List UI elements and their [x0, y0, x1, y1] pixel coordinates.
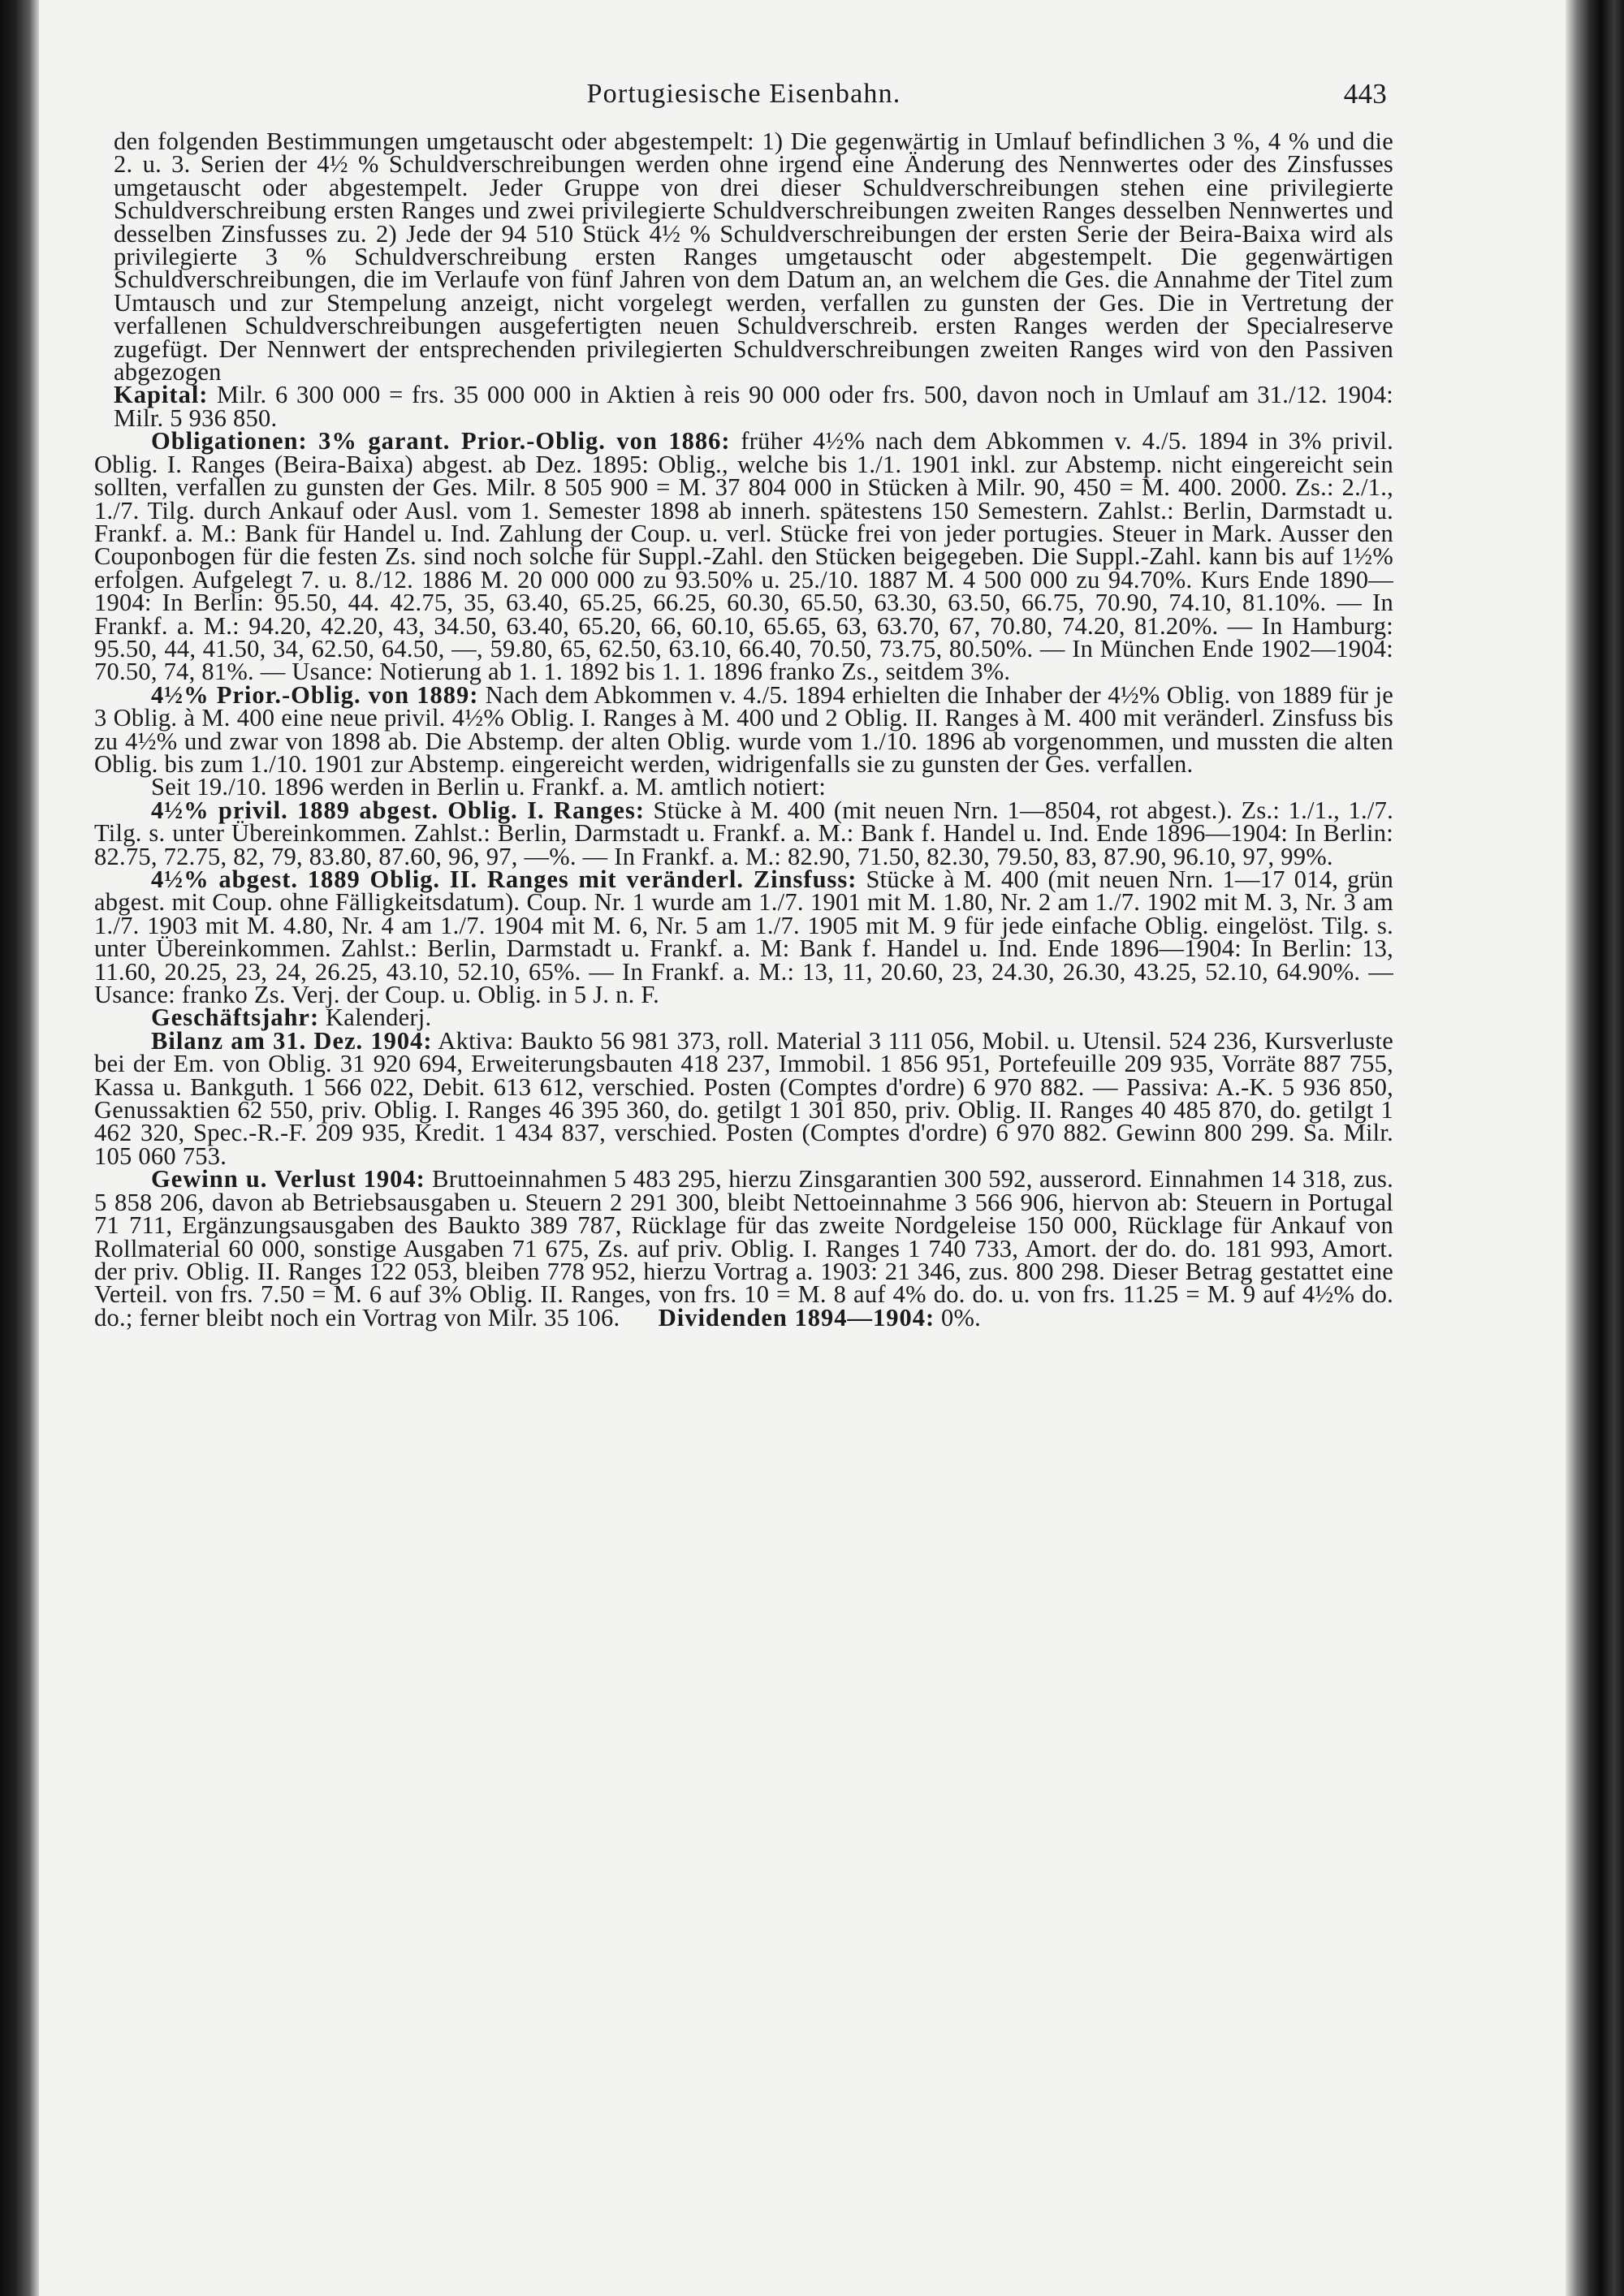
seit-paragraph: Seit 19./10. 1896 werden in Berlin u. Frankf. a. M. amtlich notiert:	[151, 773, 827, 801]
intro-paragraph: den folgenden Bestimmungen umgetauscht oder abgestempelt: 1) Die gegenwärtig in Umlauf befindlichen 3 %, 4 % und die 2. u. 3. Serien der 4½ % Schuldverschreibungen werden ohne irgend eine Änderung des Nennwertes oder des Zinsfusses umgetauscht oder abgestempelt. Jeder Gruppe von drei dieser Schuldverschreibungen stehen eine privilegierte Schuldverschreibung ersten Ranges und zwei privilegierte Schuldverschreibungen zweiten Ranges desselben Nennwertes und desselben Zinsfusses zu. 2) Jede der 94 510 Stück 4½ % Schuldverschreibungen der ersten Serie der Beira-Baixa wird als privilegierte 3 % Schuldverschreibung ersten Ranges umgetauscht oder abgestempelt. Die gegenwärtigen Schuldverschreibungen, die im Verlaufe von fünf Jahren von dem Datum an, an welchem die Ges. die Annahme der Titel zum Umtausch und zur Stempelung anzeigt, nicht vorgelegt werden, verfallen zu gunsten der Ges. Die in Vertretung der verfallenen Schuldverschreibungen ausgefertigten neuen Schuldverschreib. ersten Ranges werden der Specialreserve zugefügt. Der Nennwert der entsprechenden privilegierten Schuldverschreibungen zweiten Ranges wird von den Passiven abgezogen	[114, 127, 1393, 386]
kapital-paragraph	[94, 381, 1393, 432]
oblig-1886-heading: Obligationen: 3% garant. Prior.-Oblig. von 1886:	[151, 427, 731, 455]
oblig-1889-paragraph	[94, 680, 1393, 778]
oblig-1889-heading: 4½% Prior.-Oblig. von 1889:	[151, 680, 479, 709]
abgest-1889-paragraph	[94, 865, 1393, 1009]
scan-right-edge	[1566, 0, 1624, 2296]
oblig-1886-text: früher 4½% nach dem Abkommen v. 4./5. 1894 in 3% privil. Oblig. I. Ranges (Beira-Baixa) abgest. ab Dez. 1895: Oblig., welche bis 1./1. 1901 inkl. zur Abstemp. nicht eingereicht sein sollten, verfallen zu gunsten der Ges. Milr. 8 505 900 = M. 37 804 000 in Stücken à Milr. 90, 450 = M. 400. 2000. Zs.: 2./1., 1./7. Tilg. durch Ankauf oder Ausl. vom 1. Semester 1898 ab innerh. spätestens 150 Semestern. Zahlst.: Berlin, Darmstadt u. Frankf. a. M.: Bank für Handel u. Ind. Zahlung der Coup. u. verl. Stücke frei von jeder portugies. Steuer in Mark. Ausser den Couponbogen für die festen Zs. sind noch solche für Suppl.-Zahl. den Stücken beigegeben. Die Suppl.-Zahl. kann bis auf 1½% erfolgen. Aufgelegt 7. u. 8./12. 1886 M. 20 000 000 zu 93.50% u. 25./10. 1887 M. 4 500 000 zu 94.70%. Kurs Ende 1890—1904: In Berlin: 95.50, 44. 42.75, 35, 63.40, 65.25, 66.25, 60.30, 65.50, 63.30, 63.50, 66.75, 70.90, 74.10, 81.10%. — In Frankf. a. M.: 94.20, 42.20, 43, 34.50, 63.40, 65.20, 66, 60.10, 65.65, 63, 63.70, 67, 70.80, 74.20, 81.20%. — In Hamburg: 95.50, 44, 41.50, 34, 62.50, 64.50, —, 59.80, 65, 62.50, 63.10, 66.40, 70.50, 73.75, 80.50%. — In München Ende 1902—1904: 70.50, 74, 81%. — Usance: Notierung ab 1. 1. 1892 bis 1. 1. 1896 franko Zs., seitdem 3%.	[94, 427, 1393, 686]
geschaeftsjahr-text: Kalenderj.	[319, 1003, 432, 1032]
oblig-1886-paragraph	[94, 427, 1393, 686]
document-page	[94, 71, 1393, 1329]
dividenden-heading: Dividenden 1894—1904:	[658, 1303, 935, 1331]
kapital-heading: Kapital:	[114, 381, 209, 409]
oblig-1889-text: Nach dem Abkommen v. 4./5. 1894 erhielten die Inhaber der 4½% Oblig. von 1889 für je 3 Oblig. à M. 400 eine neue privil. 4½% Oblig. I. Ranges à M. 400 und 2 Oblig. II. Ranges à M. 400 mit veränderl. Zinsfuss bis zu 4½% und zwar von 1898 ab. Die Abstemp. der alten Oblig. wurde vom 1./10. 1896 ab vorgenommen, und mussten die alten Oblig. bis zum 1./10. 1901 zur Abstemp. eingereicht werden, widrigenfalls sie zu gunsten der Ges. verfallen.	[94, 680, 1393, 778]
dividenden-text: 0%.	[935, 1303, 982, 1331]
bilanz-text: Aktiva: Baukto 56 981 373, roll. Material 3 111 056, Mobil. u. Utensil. 524 236, Kursverluste bei der Em. von Oblig. 31 920 694, Erweiterungsbauten 418 237, Immobil. 1 856 951, Portefeuille 209 935, Vorräte 887 755, Kassa u. Bankguth. 1 566 022, Debit. 613 612, verschied. Posten (Comptes d'ordre) 6 970 882. — Passiva: A.-K. 5 936 850, Genussaktien 62 550, priv. Oblig. I. Ranges 46 395 360, do. getilgt 1 301 850, priv. Oblig. II. Ranges 40 485 870, do. getilgt 1 462 320, Spec.-R.-F. 209 935, Kredit. 1 434 837, verschied. Posten (Comptes d'ordre) 6 970 882. Gewinn 800 299. Sa. Milr. 105 060 753.	[94, 1026, 1393, 1170]
privil-1889-heading: 4½% privil. 1889 abgest. Oblig. I. Ranges:	[151, 796, 645, 824]
page-header	[94, 71, 1393, 120]
geschaeftsjahr-heading: Geschäftsjahr:	[151, 1003, 320, 1032]
kapital-text: Milr. 6 300 000 = frs. 35 000 000 in Aktien à reis 90 000 oder frs. 500, davon noch in Umlauf am 31./12. 1904: Milr. 5 936 850.	[114, 381, 1393, 432]
bilanz-heading: Bilanz am 31. Dez. 1904:	[151, 1026, 433, 1055]
bilanz-paragraph	[94, 1026, 1393, 1170]
abgest-1889-text: Stücke à M. 400 (mit neuen Nrn. 1—17 014, grün abgest. mit Coup. ohne Fälligkeitsdatum). Coup. Nr. 1 wurde am 1./7. 1901 mit M. 1.80, Nr. 2 am 1./7. 1902 mit M. 3, Nr. 3 am 1./7. 1903 mit M. 4.80, Nr. 4 am 1./7. 1904 mit M. 6, Nr. 5 am 1./7. 1905 mit M. 9 für jede einfache Oblig. eingelöst. Tilg. s. unter Übereinkommen. Zahlst.: Berlin, Darmstadt u. Frankf. a. M: Bank f. Handel u. Ind. Ende 1896—1904: In Berlin: 13, 11.60, 20.25, 23, 24, 26.25, 43.10, 52.10, 65%. — In Frankf. a. M.: 13, 11, 20.60, 23, 24.30, 26.30, 43.25, 52.10, 64.90%. — Usance: franko Zs. Verj. der Coup. u. Oblig. in 5 J. n. F.	[94, 865, 1393, 1009]
gewinn-paragraph	[94, 1167, 1393, 1329]
privil-1889-text: Stücke à M. 400 (mit neuen Nrn. 1—8504, rot abgest.). Zs.: 1./1., 1./7. Tilg. s. unter Übereinkommen. Zahlst.: Berlin, Darmstadt u. Frankf. a. M.: Bank f. Handel u. Ind. Ende 1896—1904: In Berlin: 82.75, 72.75, 82, 79, 83.80, 87.60, 96, 97, —%. — In Frankf. a. M.: 82.90, 71.50, 82.30, 79.50, 83, 87.90, 96.10, 97, 99%.	[94, 796, 1393, 870]
abgest-1889-heading: 4½% abgest. 1889 Oblig. II. Ranges mit veränderl. Zinsfuss:	[151, 865, 857, 893]
running-title: Portugiesische Eisenbahn.	[586, 79, 901, 109]
gewinn-heading: Gewinn u. Verlust 1904:	[151, 1165, 425, 1193]
page-number: 443	[1343, 78, 1387, 110]
scan-left-edge	[0, 0, 39, 2296]
geschaeftsjahr-paragraph	[94, 1003, 1393, 1032]
privil-1889-paragraph	[94, 796, 1393, 870]
gewinn-text: Bruttoeinnahmen 5 483 295, hierzu Zinsgarantien 300 592, ausserord. Einnahmen 14 318, zus. 5 858 206, davon ab Betriebsausgaben u. Steuern 2 291 300, bleibt Nettoeinnahme 3 566 906, hiervon ab: Steuern in Portugal 71 711, Ergänzungsausgaben des Baukto 389 787, Rücklage für das zweite Nordgeleise 150 000, Rücklage für Ankauf von Rollmaterial 60 000, sonstige Ausgaben 71 675, Zs. auf priv. Oblig. I. Ranges 1 740 733, Amort. der do. do. 181 993, Amort. der priv. Oblig. II. Ranges 122 053, bleiben 778 952, hierzu Vortrag a. 1903: 21 346, zus. 800 298. Dieser Betrag gestattet eine Verteil. von frs. 7.50 = M. 6 auf 3% Oblig. II. Ranges, von frs. 10 = M. 8 auf 4% do. do. u. von frs. 11.25 = M. 9 auf 4½% do. do.; ferner bleibt noch ein Vortrag von Milr. 35 106.	[94, 1165, 1393, 1331]
